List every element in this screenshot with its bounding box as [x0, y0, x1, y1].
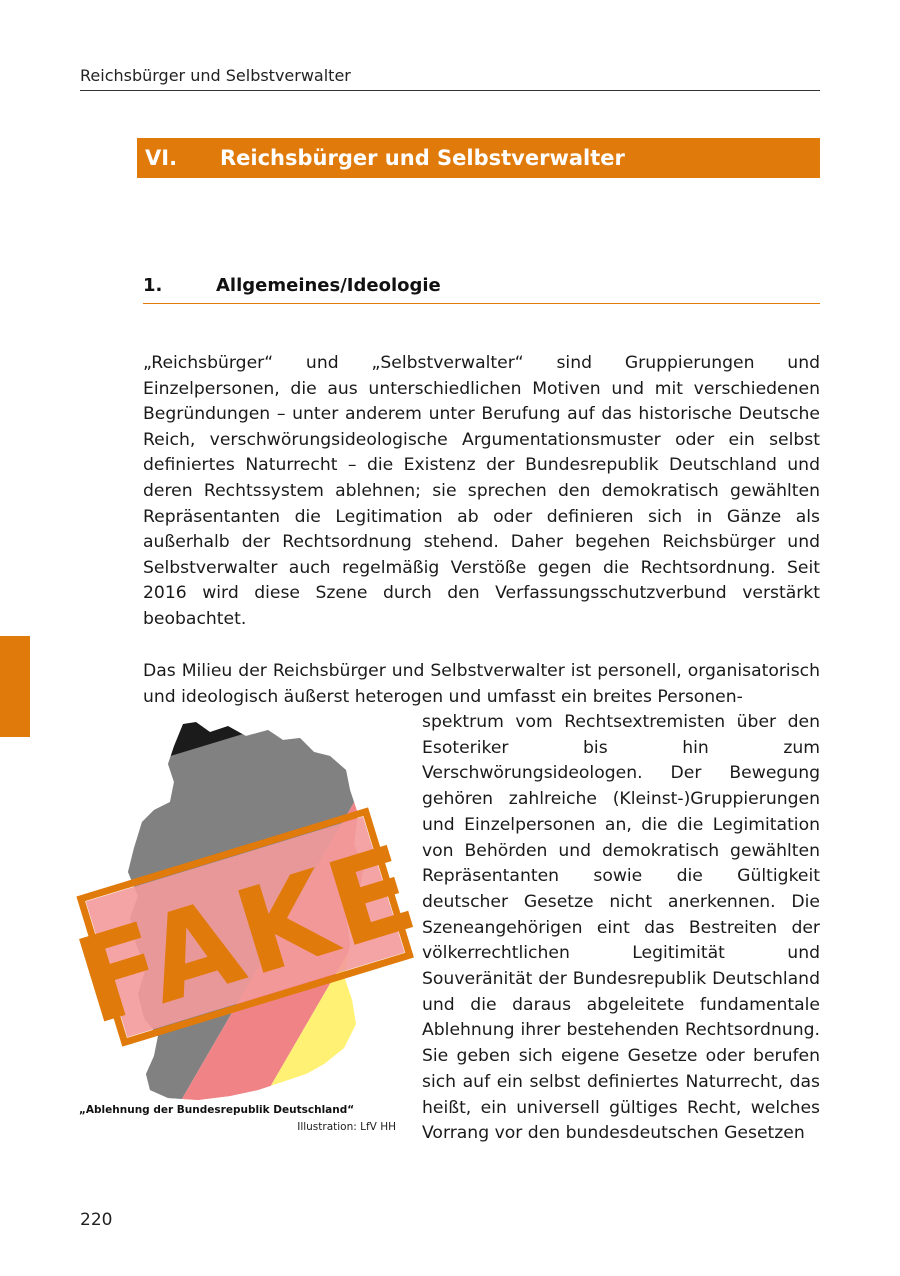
figure-caption-credit: Illustration: LfV HH: [297, 1121, 396, 1133]
figure-caption-title: „Ablehnung der Bundesrepublik Deutschland“: [79, 1104, 355, 1116]
body-paragraph-2-intro: Das Milieu der Reichsbürger und Selbstverwalter ist personell, organisatorisch und ideologisch äußerst heterogen und umfasst ein breites Personen-: [143, 661, 820, 707]
section-heading: [143, 272, 820, 304]
section-number: 1.: [143, 275, 163, 296]
body-paragraph-2-column: spektrum vom Rechtsextremisten über den Esoteriker bis hin zum Verschwörungsideologen. Der Bewegung gehören zahlreiche (Kleinst-)Gruppierungen und Einzelpersonen an, die die Legimitation von Behörden und demokratisch gewählten Repräsentanten sowie die Gültigkeit deutscher Gesetze nicht anerkennen. Die Szeneangehörigen eint das Bestreiten der völkerrechtlichen Legitimität und Souveränität der Bundesrepublik Deutschland und die daraus abgeleitete fundamentale Ablehnung ihrer bestehenden Rechtsordnung. Sie geben sich eigene Gesetze oder berufen sich auf ein selbst definiertes Naturrecht, das heißt, ein universell gültiges Recht, welches Vorrang vor den bundesdeutschen Gesetzen: [422, 712, 820, 1144]
germany-map-fake-stamp-graphic: [61, 718, 434, 1106]
chapter-number: VI.: [145, 146, 178, 170]
running-header-title: Reichsbürger und Selbstverwalter: [80, 66, 351, 85]
chapter-heading: [137, 138, 820, 178]
body-paragraph-1: „Reichsbürger“ und „Selbstverwalter“ sind Gruppierungen und Einzelpersonen, die aus unterschiedlichen Motiven und mit verschiedenen Begründungen – unter anderem unter Berufung auf das historische Deutsche Reich, verschwörungsideologische Argumentationsmuster oder ein selbst definiertes Naturrecht – die Existenz der Bundesrepublik Deutschland und deren Rechtssystem ablehnen; sie sprechen den demokratisch gewählten Repräsentanten die Legitimation ab oder definieren sich in Gänze als außerhalb der Rechtsordnung stehend. Daher begehen Reichsbürger und Selbstverwalter auch regelmäßig Verstöße gegen die Rechtsordnung. Seit 2016 wird diese Szene durch den Verfassungsschutzverbund verstärkt beobachtet.: [143, 353, 820, 629]
chapter-title: Reichsbürger und Selbstverwalter: [220, 146, 625, 170]
chapter-side-tab: [0, 636, 30, 737]
fake-germany-illustration: [61, 718, 434, 1106]
running-header: [80, 66, 820, 91]
section-title: Allgemeines/Ideologie: [216, 275, 441, 296]
page-number: 220: [80, 1210, 113, 1230]
fake-stamp-text: FAKE: [61, 817, 434, 1052]
